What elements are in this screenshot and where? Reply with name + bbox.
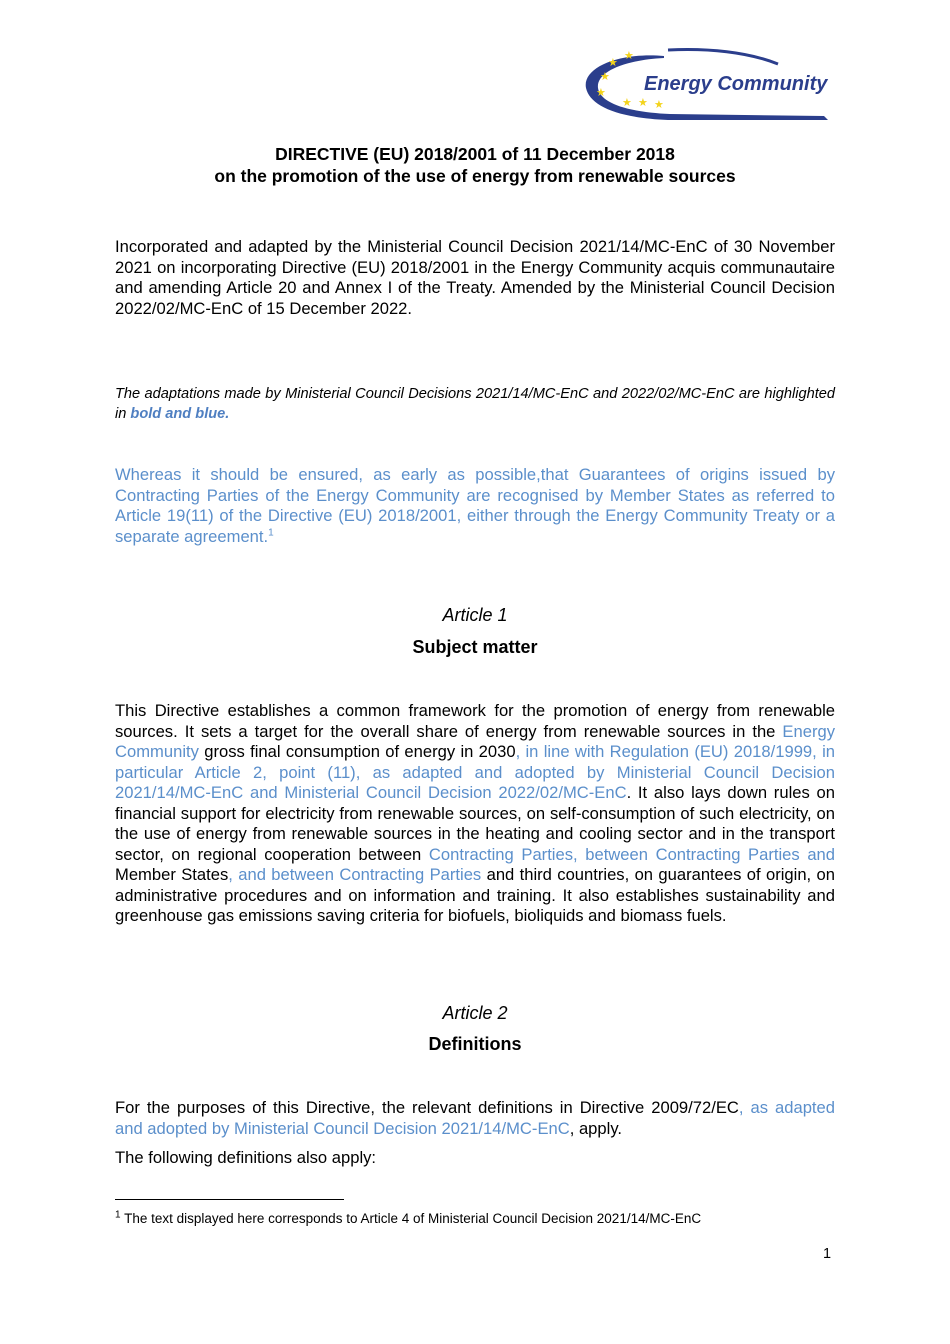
article1-title: Subject matter bbox=[412, 637, 538, 657]
article1-segment: This Directive establishes a common framework for the promotion of energy from renewable sources. It sets a target for the overall share of energy from renewable sources in the bbox=[115, 701, 835, 741]
adaptations-note-highlight: bold and blue. bbox=[130, 406, 230, 422]
svg-text:★: ★ bbox=[608, 57, 618, 69]
footnote-separator bbox=[115, 1199, 344, 1200]
whereas-paragraph bbox=[115, 465, 835, 547]
article2-segment: , as adapted and adopted by Ministerial Council Decision 2021/14/MC-EnC bbox=[115, 1098, 835, 1138]
footnote bbox=[115, 1210, 835, 1228]
article1-body bbox=[115, 701, 835, 927]
energy-community-logo bbox=[578, 46, 840, 126]
article1-segment: and third countries, on guarantees of origin, on administrative procedures and on information and training. It also establishes sustainability and greenhouse gas emissions saving criteria for biofuels, bioliquids and biomass fuels. bbox=[115, 865, 835, 925]
article2-body bbox=[115, 1098, 835, 1139]
adaptations-note-text: The adaptations made by Ministerial Council Decisions 2021/14/MC-EnC and 2022/02/MC-EnC are highlighted in bbox=[115, 386, 835, 422]
article2-segment: For the purposes of this Directive, the relevant definitions in Directive 2009/72/EC bbox=[115, 1098, 739, 1117]
document-title-line1: DIRECTIVE (EU) 2018/2001 of 11 December 2018 bbox=[275, 144, 675, 164]
adaptations-note bbox=[115, 384, 835, 424]
article1-segment: gross final consumption of energy in 2030 bbox=[198, 742, 516, 761]
svg-text:★: ★ bbox=[622, 97, 632, 109]
svg-text:★: ★ bbox=[624, 50, 634, 62]
article2-number: Article 2 bbox=[442, 1003, 508, 1023]
document-title-line2: on the promotion of the use of energy from renewable sources bbox=[214, 166, 736, 186]
article2-following: The following definitions also apply: bbox=[115, 1148, 377, 1167]
svg-text:★: ★ bbox=[638, 97, 648, 109]
article2-segment: , apply. bbox=[569, 1118, 623, 1138]
article1-segment: . It also lays down rules on financial support for electricity from renewable sources, on self-consumption of such electricity, on the use of energy from renewable sources in the heating and cooling sector and in the transport sector, on regional cooperation between bbox=[115, 783, 835, 864]
energy-community-logo-icon bbox=[578, 46, 840, 126]
intro-paragraph: Incorporated and adapted by the Ministerial Council Decision 2021/14/MC-EnC of 30 November 2021 on incorporating Directive (EU) 2018/2001 in the Energy Community acquis communautaire and amending Article 20 and Annex I of the Treaty. Amended by the Ministerial Council Decision 2022/02/MC-EnC of 15 December 2022. bbox=[115, 237, 835, 318]
footnote-text: The text displayed here corresponds to Article 4 of Ministerial Council Decision 2021/14/MC-EnC bbox=[120, 1211, 702, 1226]
svg-text:★: ★ bbox=[600, 71, 610, 83]
logo-text: Energy Community bbox=[644, 73, 828, 95]
svg-text:★: ★ bbox=[654, 99, 664, 111]
article1-segment: Member States bbox=[115, 865, 229, 884]
article1-number: Article 1 bbox=[442, 605, 508, 625]
footnote-ref[interactable]: 1 bbox=[268, 526, 274, 538]
page-number: 1 bbox=[823, 1246, 832, 1262]
footnote-number: 1 bbox=[115, 1209, 121, 1221]
whereas-text: Whereas it should be ensured, as early as possible,that Guarantees of origins issued by Contracting Parties of the Energy Community are recognised by Member States as referred to Article 19(11) of the Directive (EU) 2018/2001, either through the Energy Community Treaty or a separate agreement. bbox=[115, 465, 835, 546]
article1-segment: , and between Contracting Parties bbox=[228, 865, 482, 884]
article1-segment: Contracting Parties, between Contracting Parties and bbox=[428, 844, 836, 864]
article1-segment: Energy Community bbox=[115, 721, 835, 761]
svg-text:★: ★ bbox=[596, 87, 606, 99]
article2-title: Definitions bbox=[428, 1034, 522, 1054]
article1-segment: , in line with Regulation (EU) 2018/1999, in particular Article 2, point (11), as adapted and adopted by Ministerial Council Decision 2021/14/MC-EnC and Ministerial Council Decision 2022/02/MC-EnC bbox=[115, 742, 835, 802]
